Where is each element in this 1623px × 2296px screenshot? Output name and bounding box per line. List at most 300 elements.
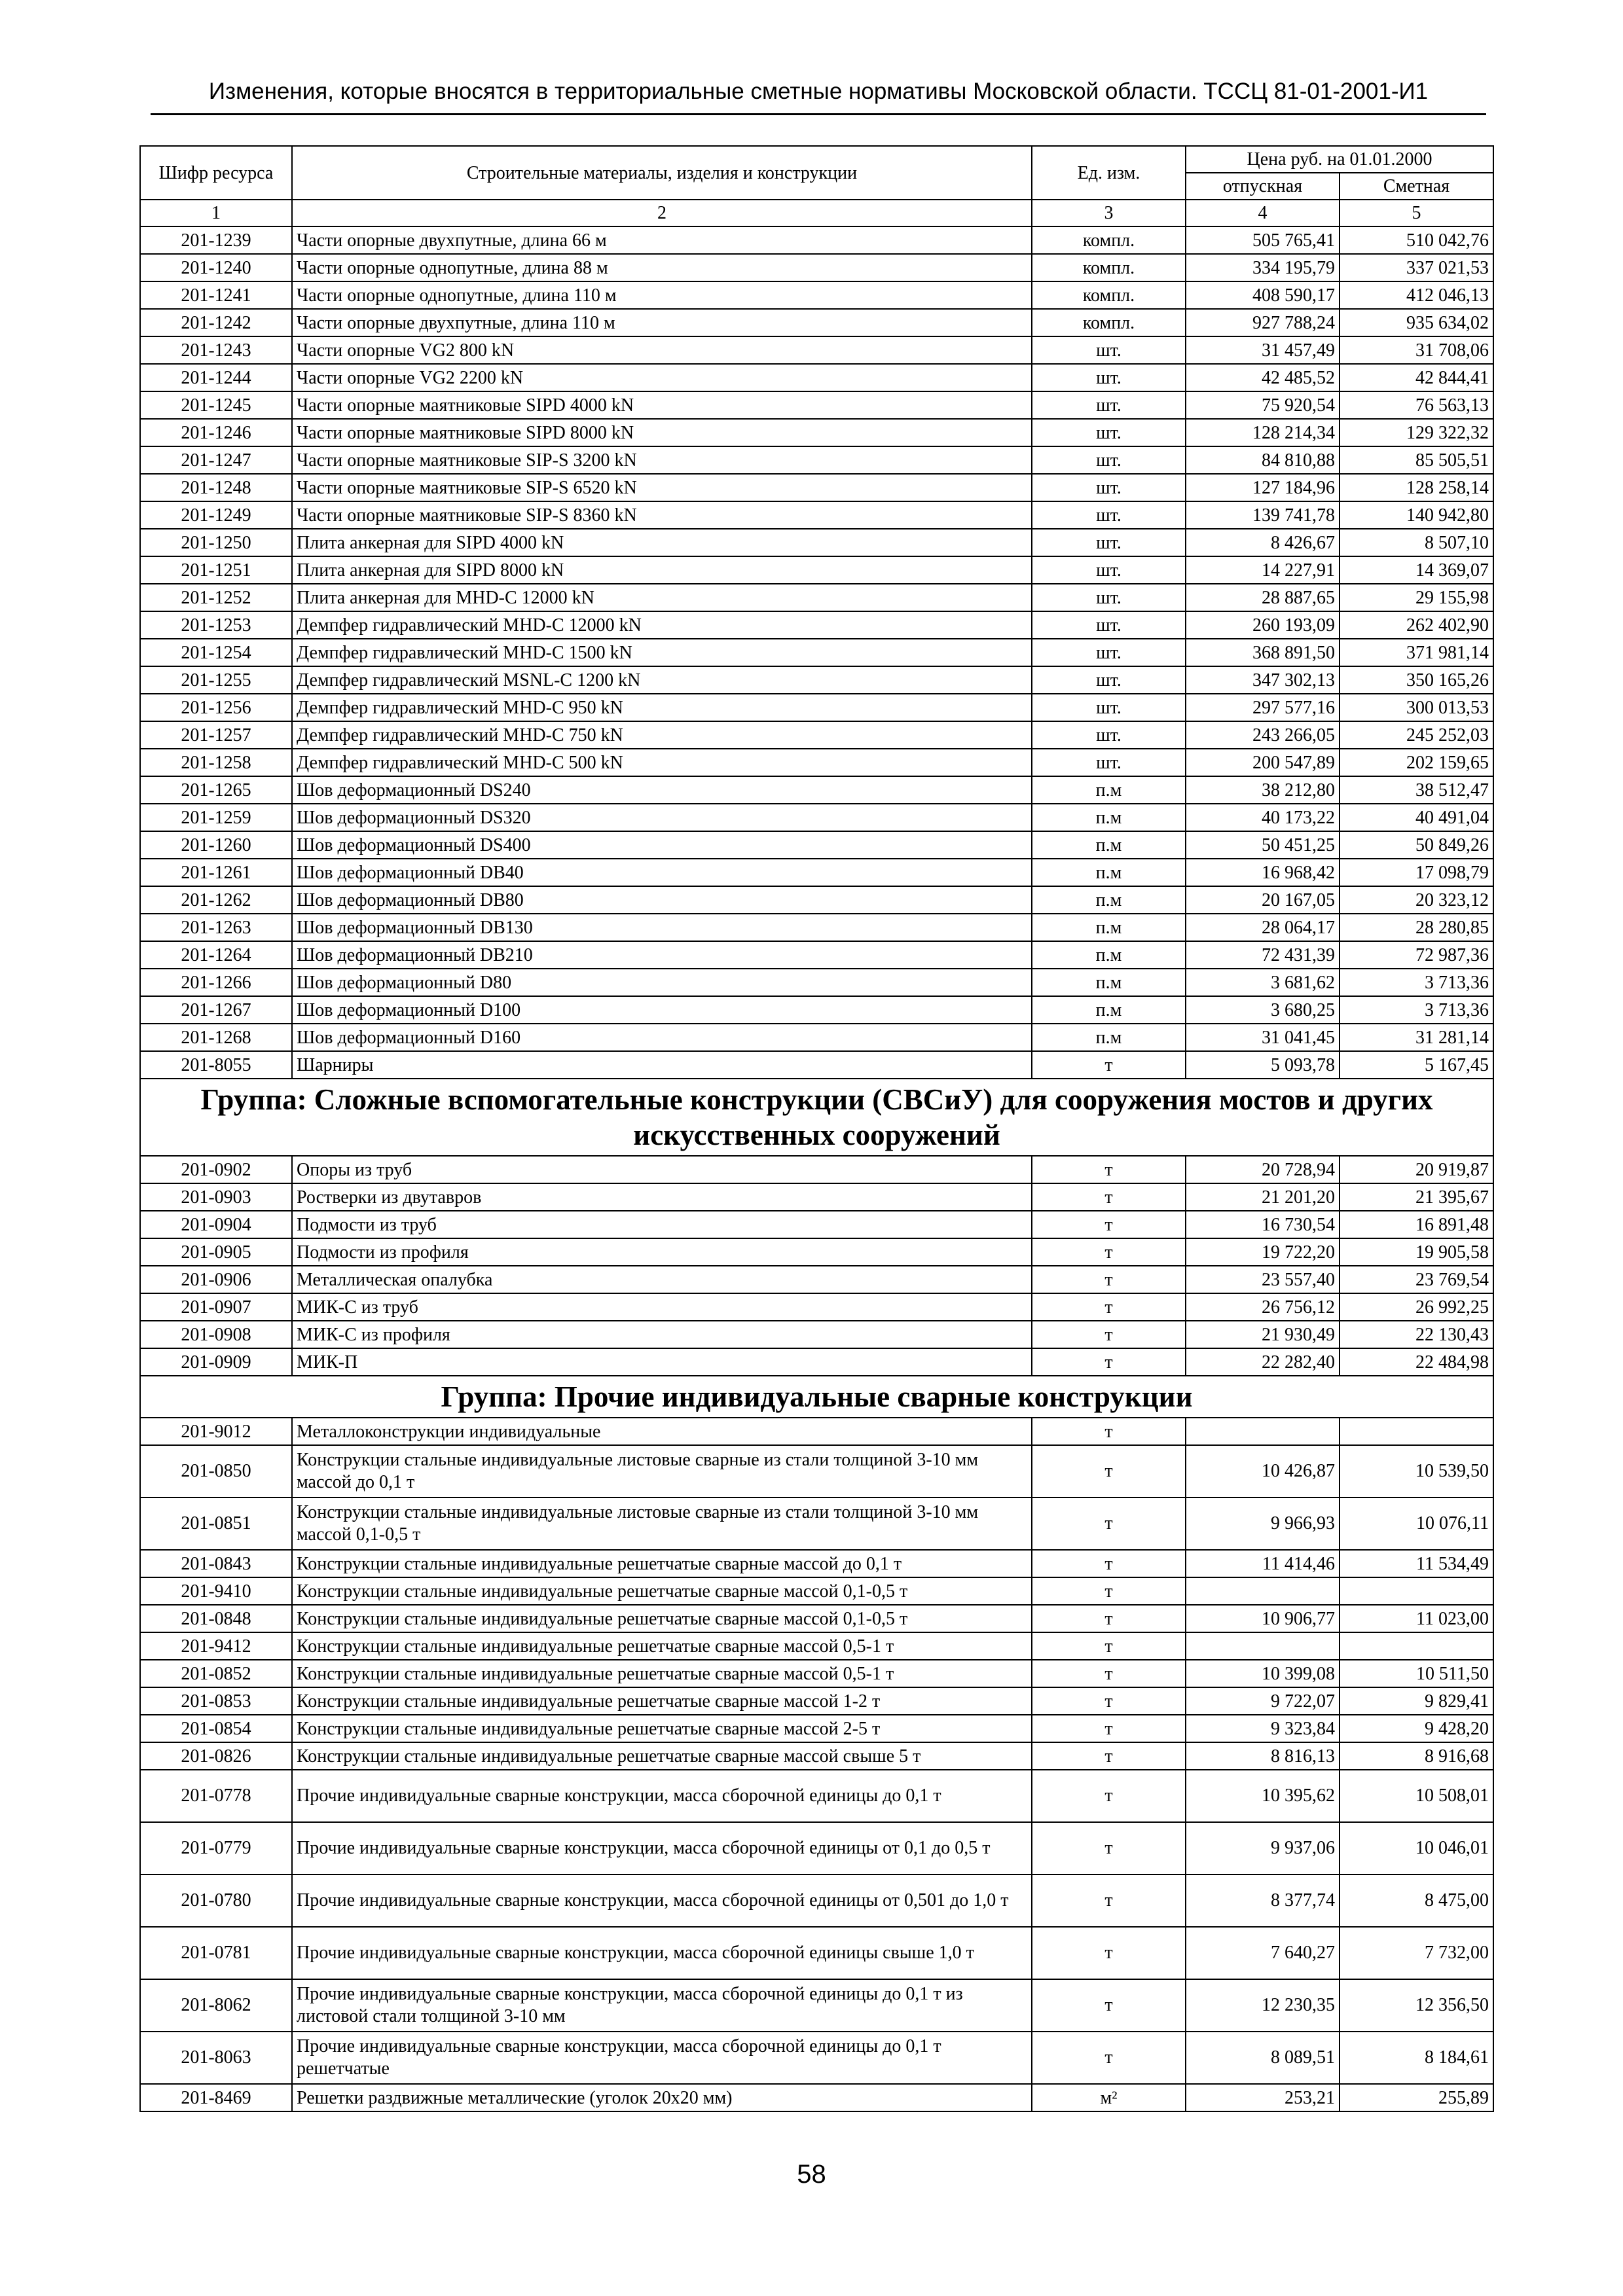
table-row: [140, 1550, 1493, 1577]
col-number: 2: [292, 200, 1032, 226]
table-section-1: [140, 226, 1493, 1079]
cell-unit: т: [1032, 1577, 1186, 1605]
cell-unit: т: [1032, 1874, 1186, 1927]
cell-unit: т: [1032, 2032, 1186, 2084]
table-row: [140, 611, 1493, 639]
cell-name: Части опорные маятниковые SIPD 8000 kN: [292, 419, 1032, 446]
cell-estimate-price: [1340, 1418, 1493, 1445]
cell-code: 201-8062: [140, 1979, 292, 2032]
cell-release-price: 50 451,25: [1186, 831, 1340, 859]
cell-estimate-price: 255,89: [1340, 2084, 1493, 2111]
table-row: [140, 2032, 1493, 2084]
cell-name: Шов деформационный DB40: [292, 859, 1032, 886]
cell-code: 201-1242: [140, 309, 292, 336]
cell-estimate-price: 10 511,50: [1340, 1660, 1493, 1687]
cell-unit: т: [1032, 1293, 1186, 1321]
table-row: [140, 1183, 1493, 1211]
cell-name: Прочие индивидуальные сварные конструкции, масса сборочной единицы свыше 1,0 т: [292, 1927, 1032, 1979]
cell-code: 201-0909: [140, 1348, 292, 1376]
cell-name: Демпфер гидравлический MHD-C 12000 kN: [292, 611, 1032, 639]
table-row: [140, 1051, 1493, 1079]
cell-name: Шов деформационный DS240: [292, 776, 1032, 804]
cell-estimate-price: 21 395,67: [1340, 1183, 1493, 1211]
table-row: [140, 721, 1493, 749]
table-row: [140, 474, 1493, 501]
cell-estimate-price: 412 046,13: [1340, 281, 1493, 309]
table-row: [140, 941, 1493, 969]
group-1: [140, 1079, 1493, 1156]
table-row: [140, 1348, 1493, 1376]
group-2: [140, 1376, 1493, 1418]
cell-unit: т: [1032, 1687, 1186, 1715]
cell-unit: п.м: [1032, 969, 1186, 996]
cell-unit: п.м: [1032, 859, 1186, 886]
col-number: 1: [140, 200, 292, 226]
cell-estimate-price: 3 713,36: [1340, 969, 1493, 996]
cell-unit: шт.: [1032, 529, 1186, 556]
cell-release-price: 20 728,94: [1186, 1156, 1340, 1183]
cell-release-price: 19 722,20: [1186, 1238, 1340, 1266]
cell-estimate-price: 935 634,02: [1340, 309, 1493, 336]
table-row: [140, 1321, 1493, 1348]
cell-unit: т: [1032, 1348, 1186, 1376]
cell-release-price: 8 816,13: [1186, 1742, 1340, 1770]
cell-code: 201-1259: [140, 804, 292, 831]
cell-name: Части опорные маятниковые SIP-S 3200 kN: [292, 446, 1032, 474]
cell-estimate-price: 3 713,36: [1340, 996, 1493, 1024]
cell-name: Шов деформационный DB210: [292, 941, 1032, 969]
col-code-header: Шифр ресурса: [140, 146, 292, 200]
cell-estimate-price: 17 098,79: [1340, 859, 1493, 886]
cell-code: 201-1267: [140, 996, 292, 1024]
cell-release-price: 9 937,06: [1186, 1822, 1340, 1874]
cell-name: Конструкции стальные индивидуальные решетчатые сварные массой 0,5-1 т: [292, 1660, 1032, 1687]
cell-name: Прочие индивидуальные сварные конструкции, масса сборочной единицы до 0,1 т решетчатые: [292, 2032, 1032, 2084]
cell-unit: м²: [1032, 2084, 1186, 2111]
cell-code: 201-1253: [140, 611, 292, 639]
cell-release-price: 26 756,12: [1186, 1293, 1340, 1321]
cell-release-price: 10 906,77: [1186, 1605, 1340, 1632]
cell-unit: п.м: [1032, 831, 1186, 859]
cell-release-price: 9 722,07: [1186, 1687, 1340, 1715]
cell-name: Шарниры: [292, 1051, 1032, 1079]
cell-code: 201-1264: [140, 941, 292, 969]
cell-release-price: 23 557,40: [1186, 1266, 1340, 1293]
cell-unit: шт.: [1032, 639, 1186, 666]
table-row: [140, 749, 1493, 776]
cell-estimate-price: 8 184,61: [1340, 2032, 1493, 2084]
cell-release-price: 31 457,49: [1186, 336, 1340, 364]
cell-release-price: 11 414,46: [1186, 1550, 1340, 1577]
table-row: [140, 1024, 1493, 1051]
cell-name: Части опорные VG2 800 kN: [292, 336, 1032, 364]
table-row: [140, 281, 1493, 309]
cell-name: Части опорные маятниковые SIP-S 6520 kN: [292, 474, 1032, 501]
cell-name: Подмости из труб: [292, 1211, 1032, 1238]
cell-estimate-price: 140 942,80: [1340, 501, 1493, 529]
cell-unit: шт.: [1032, 584, 1186, 611]
cell-release-price: 5 093,78: [1186, 1051, 1340, 1079]
cell-code: 201-0851: [140, 1498, 292, 1550]
cell-unit: шт.: [1032, 391, 1186, 419]
cell-unit: шт.: [1032, 556, 1186, 584]
cell-estimate-price: 11 023,00: [1340, 1605, 1493, 1632]
cell-estimate-price: 26 992,25: [1340, 1293, 1493, 1321]
cell-release-price: 408 590,17: [1186, 281, 1340, 309]
cell-code: 201-1247: [140, 446, 292, 474]
cell-estimate-price: 262 402,90: [1340, 611, 1493, 639]
page-number: 58: [797, 2160, 826, 2189]
cell-name: Прочие индивидуальные сварные конструкции, масса сборочной единицы от 0,1 до 0,5 т: [292, 1822, 1032, 1874]
table-row: [140, 309, 1493, 336]
cell-release-price: [1186, 1577, 1340, 1605]
table-row: [140, 419, 1493, 446]
cell-code: 201-1266: [140, 969, 292, 996]
cell-code: 201-1254: [140, 639, 292, 666]
col-name-header: Строительные материалы, изделия и конструкции: [292, 146, 1032, 200]
table-row: [140, 1156, 1493, 1183]
cell-name: Металлоконструкции индивидуальные: [292, 1418, 1032, 1445]
cell-code: 201-1240: [140, 254, 292, 281]
cell-name: Прочие индивидуальные сварные конструкции, масса сборочной единицы до 0,1 т: [292, 1770, 1032, 1822]
cell-name: Плита анкерная для SIPD 4000 kN: [292, 529, 1032, 556]
cell-estimate-price: 76 563,13: [1340, 391, 1493, 419]
cell-unit: т: [1032, 1715, 1186, 1742]
cell-release-price: 260 193,09: [1186, 611, 1340, 639]
cell-unit: т: [1032, 1445, 1186, 1498]
cell-estimate-price: 14 369,07: [1340, 556, 1493, 584]
table-row: [140, 1687, 1493, 1715]
cell-name: Части опорные двухпутные, длина 110 м: [292, 309, 1032, 336]
cell-unit: шт.: [1032, 694, 1186, 721]
cell-release-price: 31 041,45: [1186, 1024, 1340, 1051]
cell-name: Подмости из профиля: [292, 1238, 1032, 1266]
cell-estimate-price: 28 280,85: [1340, 914, 1493, 941]
cell-code: 201-0778: [140, 1770, 292, 1822]
cell-unit: т: [1032, 1822, 1186, 1874]
cell-unit: компл.: [1032, 254, 1186, 281]
cell-estimate-price: 20 919,87: [1340, 1156, 1493, 1183]
cell-code: 201-1265: [140, 776, 292, 804]
cell-release-price: 75 920,54: [1186, 391, 1340, 419]
cell-unit: т: [1032, 1183, 1186, 1211]
table-row: [140, 1605, 1493, 1632]
cell-name: Шов деформационный D80: [292, 969, 1032, 996]
cell-estimate-price: 300 013,53: [1340, 694, 1493, 721]
cell-unit: шт.: [1032, 611, 1186, 639]
cell-name: МИК-С из профиля: [292, 1321, 1032, 1348]
cell-name: Плита анкерная для SIPD 8000 kN: [292, 556, 1032, 584]
cell-release-price: 21 201,20: [1186, 1183, 1340, 1211]
table-row: [140, 446, 1493, 474]
cell-release-price: 8 426,67: [1186, 529, 1340, 556]
table-row: [140, 391, 1493, 419]
cell-unit: т: [1032, 1605, 1186, 1632]
cell-code: 201-1239: [140, 226, 292, 254]
cell-estimate-price: 371 981,14: [1340, 639, 1493, 666]
table-row: [140, 1660, 1493, 1687]
cell-unit: т: [1032, 1156, 1186, 1183]
cell-unit: компл.: [1032, 281, 1186, 309]
cell-unit: п.м: [1032, 804, 1186, 831]
cell-name: Конструкции стальные индивидуальные решетчатые сварные массой 0,1-0,5 т: [292, 1577, 1032, 1605]
cell-unit: т: [1032, 1550, 1186, 1577]
cell-estimate-price: 10 046,01: [1340, 1822, 1493, 1874]
cell-release-price: 14 227,91: [1186, 556, 1340, 584]
cell-estimate-price: 10 508,01: [1340, 1770, 1493, 1822]
cell-release-price: 28 887,65: [1186, 584, 1340, 611]
cell-release-price: 127 184,96: [1186, 474, 1340, 501]
table-row: [140, 1418, 1493, 1445]
cell-code: 201-1248: [140, 474, 292, 501]
page-header: Изменения, которые вносятся в территориальные сметные нормативы Московской области. ТССЦ 81-01-2001-И1: [208, 79, 1429, 104]
table-row: [140, 1770, 1493, 1822]
cell-estimate-price: 31 708,06: [1340, 336, 1493, 364]
cell-unit: т: [1032, 1211, 1186, 1238]
cell-name: Части опорные однопутные, длина 88 м: [292, 254, 1032, 281]
cell-code: 201-1249: [140, 501, 292, 529]
cell-code: 201-0853: [140, 1687, 292, 1715]
cell-estimate-price: 42 844,41: [1340, 364, 1493, 391]
cell-name: Конструкции стальные индивидуальные решетчатые сварные массой 1-2 т: [292, 1687, 1032, 1715]
cell-estimate-price: 245 252,03: [1340, 721, 1493, 749]
cell-unit: т: [1032, 1266, 1186, 1293]
cell-unit: шт.: [1032, 749, 1186, 776]
cell-name: Ростверки из двутавров: [292, 1183, 1032, 1211]
table-row: [140, 1632, 1493, 1660]
col-release-header: отпускная: [1186, 173, 1340, 200]
cell-release-price: 10 399,08: [1186, 1660, 1340, 1687]
cell-unit: шт.: [1032, 446, 1186, 474]
table-row: [140, 2084, 1493, 2111]
cell-estimate-price: 23 769,54: [1340, 1266, 1493, 1293]
cell-unit: п.м: [1032, 776, 1186, 804]
cell-release-price: 3 681,62: [1186, 969, 1340, 996]
cell-estimate-price: 22 484,98: [1340, 1348, 1493, 1376]
cell-unit: т: [1032, 1498, 1186, 1550]
cell-estimate-price: 10 539,50: [1340, 1445, 1493, 1498]
cell-release-price: 22 282,40: [1186, 1348, 1340, 1376]
cell-release-price: 334 195,79: [1186, 254, 1340, 281]
col-estimate-header: Сметная: [1340, 173, 1493, 200]
cell-code: 201-1262: [140, 886, 292, 914]
cell-estimate-price: 129 322,32: [1340, 419, 1493, 446]
cell-unit: т: [1032, 1770, 1186, 1822]
cell-estimate-price: 31 281,14: [1340, 1024, 1493, 1051]
cell-code: 201-0854: [140, 1715, 292, 1742]
table-row: [140, 859, 1493, 886]
cell-release-price: 253,21: [1186, 2084, 1340, 2111]
cell-estimate-price: 50 849,26: [1340, 831, 1493, 859]
cell-release-price: 10 395,62: [1186, 1770, 1340, 1822]
cell-release-price: 20 167,05: [1186, 886, 1340, 914]
cell-unit: т: [1032, 1238, 1186, 1266]
cell-unit: т: [1032, 1632, 1186, 1660]
table-row: [140, 886, 1493, 914]
col-price-header: Цена руб. на 01.01.2000: [1186, 146, 1493, 173]
cell-estimate-price: 20 323,12: [1340, 886, 1493, 914]
cell-estimate-price: 19 905,58: [1340, 1238, 1493, 1266]
table-row: [140, 1742, 1493, 1770]
cell-estimate-price: 9 428,20: [1340, 1715, 1493, 1742]
cell-estimate-price: 10 076,11: [1340, 1498, 1493, 1550]
cell-code: 201-1255: [140, 666, 292, 694]
cell-name: Демпфер гидравлический MHD-C 500 kN: [292, 749, 1032, 776]
cell-name: Решетки раздвижные металлические (уголок 20х20 мм): [292, 2084, 1032, 2111]
cell-release-price: 40 173,22: [1186, 804, 1340, 831]
table-row: [140, 1266, 1493, 1293]
table-row: [140, 1238, 1493, 1266]
cell-unit: т: [1032, 1051, 1186, 1079]
cell-name: Демпфер гидравлический MHD-C 1500 kN: [292, 639, 1032, 666]
col-unit-header: Ед. изм.: [1032, 146, 1186, 200]
cell-unit: п.м: [1032, 1024, 1186, 1051]
cell-code: 201-0906: [140, 1266, 292, 1293]
cell-release-price: 9 323,84: [1186, 1715, 1340, 1742]
cell-code: 201-1250: [140, 529, 292, 556]
cell-release-price: 21 930,49: [1186, 1321, 1340, 1348]
col-number: 5: [1340, 200, 1493, 226]
cell-release-price: 505 765,41: [1186, 226, 1340, 254]
cell-name: Части опорные маятниковые SIP-S 8360 kN: [292, 501, 1032, 529]
cell-unit: т: [1032, 1742, 1186, 1770]
cell-code: 201-8063: [140, 2032, 292, 2084]
cell-name: Прочие индивидуальные сварные конструкции, масса сборочной единицы до 0,1 т из листовой стали толщиной 3-10 мм: [292, 1979, 1032, 2032]
cell-release-price: 927 788,24: [1186, 309, 1340, 336]
cell-name: Части опорные маятниковые SIPD 4000 kN: [292, 391, 1032, 419]
cell-unit: т: [1032, 1321, 1186, 1348]
cell-unit: шт.: [1032, 666, 1186, 694]
group-title: Группа: Сложные вспомогательные конструкции (СВСиУ) для сооружения мостов и других искусственных сооружений: [140, 1079, 1493, 1156]
cell-estimate-price: 7 732,00: [1340, 1927, 1493, 1979]
cell-unit: шт.: [1032, 419, 1186, 446]
table-row: [140, 1577, 1493, 1605]
cell-release-price: 139 741,78: [1186, 501, 1340, 529]
cell-name: Демпфер гидравлический MSNL-C 1200 kN: [292, 666, 1032, 694]
cell-release-price: 16 968,42: [1186, 859, 1340, 886]
cell-estimate-price: 72 987,36: [1340, 941, 1493, 969]
cell-unit: п.м: [1032, 914, 1186, 941]
table-row: [140, 336, 1493, 364]
cell-release-price: 200 547,89: [1186, 749, 1340, 776]
cell-code: 201-9012: [140, 1418, 292, 1445]
table-row: [140, 364, 1493, 391]
cell-estimate-price: 128 258,14: [1340, 474, 1493, 501]
cell-code: 201-0848: [140, 1605, 292, 1632]
cell-release-price: 3 680,25: [1186, 996, 1340, 1024]
cell-estimate-price: 38 512,47: [1340, 776, 1493, 804]
cell-release-price: 8 377,74: [1186, 1874, 1340, 1927]
cell-name: Конструкции стальные индивидуальные решетчатые сварные массой до 0,1 т: [292, 1550, 1032, 1577]
cell-code: 201-0902: [140, 1156, 292, 1183]
cell-name: Демпфер гидравлический MHD-C 750 kN: [292, 721, 1032, 749]
cell-release-price: 9 966,93: [1186, 1498, 1340, 1550]
cell-estimate-price: 5 167,45: [1340, 1051, 1493, 1079]
cell-name: Шов деформационный DS320: [292, 804, 1032, 831]
cell-name: Конструкции стальные индивидуальные листовые сварные из стали толщиной 3-10 мм массой 0,1-0,5 т: [292, 1498, 1032, 1550]
cell-unit: шт.: [1032, 364, 1186, 391]
cell-estimate-price: 22 130,43: [1340, 1321, 1493, 1348]
cell-name: Части опорные однопутные, длина 110 м: [292, 281, 1032, 309]
table-row: [140, 831, 1493, 859]
cell-estimate-price: 16 891,48: [1340, 1211, 1493, 1238]
header-rule: [151, 113, 1486, 115]
cell-release-price: 38 212,80: [1186, 776, 1340, 804]
cell-code: 201-0905: [140, 1238, 292, 1266]
col-number: 3: [1032, 200, 1186, 226]
cell-code: 201-1246: [140, 419, 292, 446]
cell-release-price: 297 577,16: [1186, 694, 1340, 721]
table-row: [140, 556, 1493, 584]
cell-name: МИК-С из труб: [292, 1293, 1032, 1321]
cell-estimate-price: 40 491,04: [1340, 804, 1493, 831]
table-row: [140, 914, 1493, 941]
cell-unit: шт.: [1032, 474, 1186, 501]
cell-release-price: 8 089,51: [1186, 2032, 1340, 2084]
table-row: [140, 694, 1493, 721]
cell-code: 201-1251: [140, 556, 292, 584]
cell-release-price: 7 640,27: [1186, 1927, 1340, 1979]
cell-code: 201-1260: [140, 831, 292, 859]
table-row: [140, 969, 1493, 996]
cell-unit: т: [1032, 1418, 1186, 1445]
cell-code: 201-0852: [140, 1660, 292, 1687]
cell-release-price: [1186, 1632, 1340, 1660]
cell-estimate-price: 8 507,10: [1340, 529, 1493, 556]
cell-name: Плита анкерная для MHD-C 12000 kN: [292, 584, 1032, 611]
cell-code: 201-0903: [140, 1183, 292, 1211]
cell-release-price: 16 730,54: [1186, 1211, 1340, 1238]
cell-code: 201-1263: [140, 914, 292, 941]
cell-estimate-price: 350 165,26: [1340, 666, 1493, 694]
cell-name: Шов деформационный DB130: [292, 914, 1032, 941]
cell-estimate-price: 85 505,51: [1340, 446, 1493, 474]
cell-code: 201-9412: [140, 1632, 292, 1660]
price-table: [139, 145, 1494, 2112]
table-section-2: [140, 1156, 1493, 1376]
table-row: [140, 1715, 1493, 1742]
cell-name: Конструкции стальные индивидуальные решетчатые сварные массой 0,1-0,5 т: [292, 1605, 1032, 1632]
cell-release-price: 347 302,13: [1186, 666, 1340, 694]
cell-name: Конструкции стальные индивидуальные решетчатые сварные массой 2-5 т: [292, 1715, 1032, 1742]
cell-release-price: 243 266,05: [1186, 721, 1340, 749]
cell-code: 201-9410: [140, 1577, 292, 1605]
cell-unit: шт.: [1032, 501, 1186, 529]
cell-code: 201-1261: [140, 859, 292, 886]
cell-name: МИК-П: [292, 1348, 1032, 1376]
cell-code: 201-0843: [140, 1550, 292, 1577]
table-row: [140, 1979, 1493, 2032]
cell-release-price: [1186, 1418, 1340, 1445]
group-title: Группа: Прочие индивидуальные сварные конструкции: [140, 1376, 1493, 1418]
cell-unit: т: [1032, 1979, 1186, 2032]
table-row: [140, 254, 1493, 281]
col-number: 4: [1186, 200, 1340, 226]
cell-name: Опоры из труб: [292, 1156, 1032, 1183]
table-row: [140, 1445, 1493, 1498]
cell-unit: п.м: [1032, 941, 1186, 969]
table-section-3: [140, 1418, 1493, 2111]
cell-name: Части опорные двухпутные, длина 66 м: [292, 226, 1032, 254]
cell-release-price: 12 230,35: [1186, 1979, 1340, 2032]
table-row: [140, 996, 1493, 1024]
cell-code: 201-0826: [140, 1742, 292, 1770]
cell-code: 201-1257: [140, 721, 292, 749]
cell-code: 201-8469: [140, 2084, 292, 2111]
table-row: [140, 639, 1493, 666]
cell-name: Прочие индивидуальные сварные конструкции, масса сборочной единицы от 0,501 до 1,0 т: [292, 1874, 1032, 1927]
cell-release-price: 368 891,50: [1186, 639, 1340, 666]
